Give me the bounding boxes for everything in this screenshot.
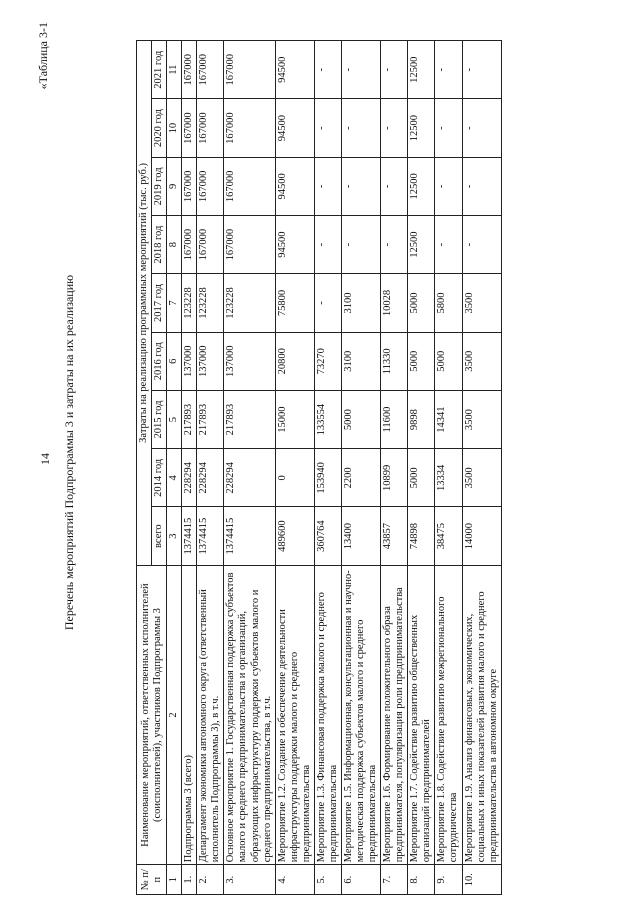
row-number: 1. — [182, 865, 197, 895]
row-number: 4. — [275, 865, 314, 895]
cost-2021: 12500 — [408, 41, 435, 99]
total-cost: 489600 — [275, 507, 314, 565]
cost-2020: - — [381, 99, 408, 157]
cost-2014: 10899 — [381, 449, 408, 507]
cost-2015: 3500 — [462, 390, 501, 448]
cost-2015: 9898 — [408, 390, 435, 448]
cost-2016: 73270 — [314, 332, 341, 390]
cost-2014: 3500 — [462, 449, 501, 507]
table-row — [408, 41, 435, 895]
measure-name: Основное мероприятие 1. Государственная поддержка субъектов малого и среднего предпринимательства и организаций, образующих инфраструктуру поддержки субъектов малого и среднего предпринимательства, в т.ч. — [224, 565, 275, 864]
header-year: 2014 год — [152, 449, 167, 507]
cost-2020: - — [314, 99, 341, 157]
column-number: 5 — [167, 390, 182, 448]
cost-2015: 15000 — [275, 390, 314, 448]
cost-2017: 3500 — [462, 274, 501, 332]
table-row — [462, 41, 501, 895]
measure-name: Мероприятие 1.5. Информационная, консультационная и научно-методическая поддержка субъектов малого и среднего предпринимательства — [341, 565, 380, 864]
cost-2015: 5000 — [341, 390, 380, 448]
cost-2017: 10028 — [381, 274, 408, 332]
cost-2015: 14341 — [435, 390, 462, 448]
column-number: 4 — [167, 449, 182, 507]
table-row — [435, 41, 462, 895]
cost-2021: - — [462, 41, 501, 99]
column-number: 11 — [167, 41, 182, 99]
cost-2015: 217893 — [182, 390, 197, 448]
cost-2014: 5000 — [408, 449, 435, 507]
total-cost: 14000 — [462, 507, 501, 565]
cost-2019: - — [435, 157, 462, 215]
column-number: 10 — [167, 99, 182, 157]
cost-2014: 2200 — [341, 449, 380, 507]
cost-2020: 167000 — [197, 99, 224, 157]
cost-2018: - — [435, 216, 462, 274]
document-title: Перечень мероприятий Подпрограммы 3 и затраты на их реализацию — [62, 274, 76, 631]
cost-2014: 0 — [275, 449, 314, 507]
cost-2017: 123228 — [197, 274, 224, 332]
cost-2016: 5000 — [408, 332, 435, 390]
cost-2018: 94500 — [275, 216, 314, 274]
header-year: 2016 год — [152, 332, 167, 390]
cost-2019: 167000 — [197, 157, 224, 215]
header-year: 2020 год — [152, 99, 167, 157]
column-number: 2 — [167, 565, 182, 864]
cost-2020: 12500 — [408, 99, 435, 157]
total-cost: 360764 — [314, 507, 341, 565]
total-cost: 1374415 — [197, 507, 224, 565]
table-row — [182, 41, 197, 895]
cost-2018: - — [341, 216, 380, 274]
cost-2014: 228294 — [182, 449, 197, 507]
table-row — [381, 41, 408, 895]
cost-2020: - — [341, 99, 380, 157]
cost-2017: 3100 — [341, 274, 380, 332]
cost-2014: 153940 — [314, 449, 341, 507]
column-number: 7 — [167, 274, 182, 332]
measure-name: Мероприятие 1.9. Анализ финансовых, экономических, социальных и иных показателей развития малого и среднего предпринимательства в автономном округе — [462, 565, 501, 864]
cost-2016: 3500 — [462, 332, 501, 390]
cost-2015: 217893 — [224, 390, 275, 448]
cost-2021: 167000 — [182, 41, 197, 99]
row-number: 5. — [314, 865, 341, 895]
cost-2020: - — [462, 99, 501, 157]
row-number: 8. — [408, 865, 435, 895]
cost-2019: 12500 — [408, 157, 435, 215]
row-number: 6. — [341, 865, 380, 895]
total-cost: 1374415 — [224, 507, 275, 565]
row-number: 10. — [462, 865, 501, 895]
cost-2019: 167000 — [182, 157, 197, 215]
cost-2018: 12500 — [408, 216, 435, 274]
table-row — [275, 41, 314, 895]
column-number: 6 — [167, 332, 182, 390]
cost-2017: 123228 — [224, 274, 275, 332]
header-name: Наименование мероприятий, ответственных исполнителей (соисполнителей), участников Подпрограммы 3 — [137, 565, 167, 864]
cost-2021: - — [341, 41, 380, 99]
column-number: 3 — [167, 507, 182, 565]
header-year: 2015 год — [152, 390, 167, 448]
header-num: № п/п — [137, 865, 167, 895]
table-row — [197, 41, 224, 895]
column-number: 8 — [167, 216, 182, 274]
cost-2015: 11600 — [381, 390, 408, 448]
table-row — [314, 41, 341, 895]
header-year: 2021 год — [152, 41, 167, 99]
measure-name: Департамент экономики автономного округа (ответственный исполнитель Подпрограммы 3), в т.ч. — [197, 565, 224, 864]
cost-2018: 167000 — [224, 216, 275, 274]
cost-2016: 5000 — [435, 332, 462, 390]
header-year: 2019 год — [152, 157, 167, 215]
cost-2017: 5800 — [435, 274, 462, 332]
page-number: 14 — [38, 453, 52, 465]
total-cost: 74898 — [408, 507, 435, 565]
table-row — [341, 41, 380, 895]
measure-name: Мероприятие 1.3. Финансовая поддержка малого и среднего предпринимательства — [314, 565, 341, 864]
cost-2016: 3100 — [341, 332, 380, 390]
column-numbers-row — [167, 41, 182, 895]
row-number: 7. — [381, 865, 408, 895]
cost-2020: 94500 — [275, 99, 314, 157]
row-number: 2. — [197, 865, 224, 895]
cost-2016: 137000 — [224, 332, 275, 390]
row-number: 9. — [435, 865, 462, 895]
cost-2016: 11330 — [381, 332, 408, 390]
row-number: 3. — [224, 865, 275, 895]
cost-2021: 167000 — [224, 41, 275, 99]
cost-2019: 167000 — [224, 157, 275, 215]
cost-2019: - — [341, 157, 380, 215]
table-body — [182, 41, 502, 895]
cost-2018: 167000 — [197, 216, 224, 274]
header-year: 2018 год — [152, 216, 167, 274]
cost-2020: 167000 — [224, 99, 275, 157]
cost-2016: 137000 — [197, 332, 224, 390]
table-reference: «Таблица 3-1 — [36, 22, 50, 90]
table-row — [224, 41, 275, 895]
cost-2017: 5000 — [408, 274, 435, 332]
measure-name: Мероприятие 1.8. Содействие развитию межрегионального сотрудничества — [435, 565, 462, 864]
total-cost: 38475 — [435, 507, 462, 565]
header-total: всего — [152, 507, 167, 565]
cost-2018: - — [381, 216, 408, 274]
cost-2019: - — [314, 157, 341, 215]
cost-2020: - — [435, 99, 462, 157]
cost-2014: 228294 — [224, 449, 275, 507]
cost-2017: 75800 — [275, 274, 314, 332]
cost-2021: - — [314, 41, 341, 99]
cost-2019: 94500 — [275, 157, 314, 215]
column-number: 9 — [167, 157, 182, 215]
column-number: 1 — [167, 865, 182, 895]
measure-name: Мероприятие 1.2. Создание и обеспечение деятельности инфраструктуры поддержки малого и среднего предпринимательства — [275, 565, 314, 864]
cost-2019: - — [381, 157, 408, 215]
cost-2016: 20800 — [275, 332, 314, 390]
costs-table — [136, 40, 502, 895]
cost-2021: - — [435, 41, 462, 99]
cost-2017: - — [314, 274, 341, 332]
cost-2021: 94500 — [275, 41, 314, 99]
cost-2021: 167000 — [197, 41, 224, 99]
total-cost: 1374415 — [182, 507, 197, 565]
cost-2018: - — [314, 216, 341, 274]
cost-2014: 228294 — [197, 449, 224, 507]
cost-2021: - — [381, 41, 408, 99]
header-year: 2017 год — [152, 274, 167, 332]
cost-2015: 217893 — [197, 390, 224, 448]
measure-name: Подпрограмма 3 (всего) — [182, 565, 197, 864]
total-cost: 43857 — [381, 507, 408, 565]
cost-2020: 167000 — [182, 99, 197, 157]
cost-2018: 167000 — [182, 216, 197, 274]
cost-2016: 137000 — [182, 332, 197, 390]
total-cost: 13400 — [341, 507, 380, 565]
cost-2014: 13334 — [435, 449, 462, 507]
cost-2018: - — [462, 216, 501, 274]
cost-2019: - — [462, 157, 501, 215]
measure-name: Мероприятие 1.6. Формирование положительного образа предпринимателя, популяризация роли предпринимательства — [381, 565, 408, 864]
header-costs-group: Затраты на реализацию программных мероприятий (тыс. руб.) — [137, 41, 152, 566]
cost-2017: 123228 — [182, 274, 197, 332]
cost-2015: 133554 — [314, 390, 341, 448]
measure-name: Мероприятие 1.7. Содействие развитию общественных организаций предпринимателей — [408, 565, 435, 864]
